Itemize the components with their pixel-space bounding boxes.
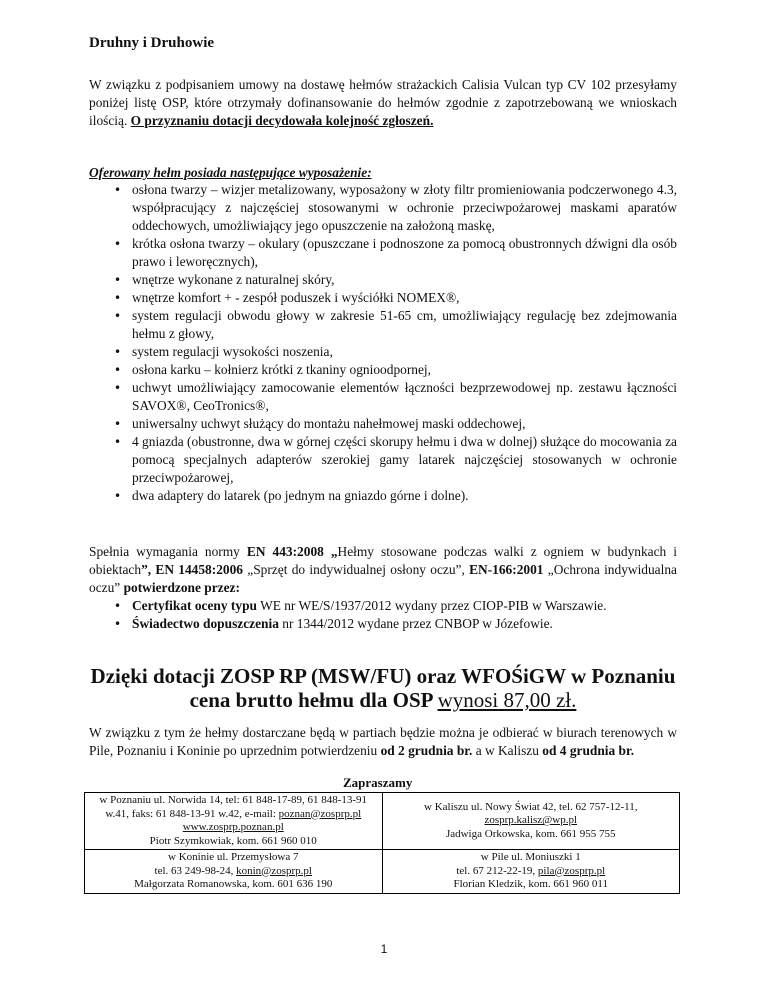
certificate-title: Certyfikat oceny typu <box>132 598 257 613</box>
pickup-paragraph <box>89 724 677 760</box>
feature-item: • dwa adaptery do latarek (po jednym na gniazdo górne i dolne). <box>89 487 677 505</box>
contact-pila <box>382 850 680 894</box>
table-row <box>85 850 680 894</box>
norms-text-3: „Sprzęt do indywidualnej osłony oczu”, <box>242 562 470 577</box>
feature-item: • osłona karku – kołnierz krótki z tkaniny ognioodpornej, <box>89 361 677 379</box>
feature-item: • wnętrze komfort + - zespół poduszek i wyściółki NOMEX®, <box>89 289 677 307</box>
contact-address: w Pile ul. Moniuszki 1 <box>480 851 581 863</box>
contact-email-link[interactable]: konin@zosprp.pl <box>236 864 312 877</box>
certificate-title: Świadectwo dopuszczenia <box>132 616 279 631</box>
certificates-list <box>89 597 677 633</box>
headline-text: cena brutto hełmu dla OSP <box>189 688 438 712</box>
norms-text-2: Hełmy stosowane podczas walki z ogniem w budynkach i obiektach <box>89 544 677 577</box>
feature-item: • wnętrze wykonane z naturalnej skóry, <box>89 271 677 289</box>
pickup-date-1: od 2 grudnia br. <box>380 743 473 758</box>
contact-address: w Kaliszu ul. Nowy Świat 42, tel. 62 757-12-11, <box>424 800 638 813</box>
contact-phone-line <box>88 808 379 822</box>
certificate-detail: nr 1344/2012 wydane przez CNBOP w Józefowie. <box>278 616 553 631</box>
contact-website-link[interactable]: www.zosprp.poznan.pl <box>182 821 284 833</box>
contact-phone-line <box>88 865 379 879</box>
contact-konin <box>85 850 383 894</box>
contact-phone: tel. 63 249-98-24, <box>154 864 237 877</box>
contact-phone: w.41, faks: 61 848-13-91 w.42, e-mail: <box>105 807 279 820</box>
feature-item: • 4 gniazda (obustronne, dwa w górnej części skorupy hełmu i dwa w dolnej) służące do mocowania za pomocą specjalnych adapterów szerokiej gamy latarek najczęściej stosowanych w ochronie przeciwpożarowej, <box>89 433 677 487</box>
intro-emphasis: O przyznaniu dotacji decydowała kolejność zgłoszeń. <box>130 113 434 128</box>
contact-address: w Koninie ul. Przemysłowa 7 <box>168 851 299 863</box>
norm-en166: EN-166:2001 <box>469 562 544 577</box>
contact-email-link[interactable]: poznan@zosprp.pl <box>278 807 362 820</box>
norms-confirmed: potwierdzone przez: <box>123 580 240 595</box>
contact-poznan <box>85 793 383 850</box>
price-headline <box>89 664 677 712</box>
certificate-item <box>89 597 677 615</box>
norm-en14458: ”, EN 14458:2006 <box>141 562 243 577</box>
headline-price: wynosi 87,00 zł. <box>437 688 577 712</box>
contact-person: Florian Kledzik, kom. 661 960 011 <box>453 878 608 890</box>
contact-person: Piotr Szymkowiak, kom. 661 960 010 <box>149 834 317 847</box>
table-row <box>85 793 680 850</box>
pickup-text-1: W związku z tym że hełmy dostarczane będą w partiach będzie można je odbierać w biurach terenowych w Pile, Poznaniu i Koninie po uprzednim potwierdzeniu <box>89 725 677 758</box>
contact-phone: tel. 67 212-22-19, <box>456 864 538 877</box>
intro-paragraph <box>89 76 677 130</box>
features-list <box>89 181 677 505</box>
greeting-heading: Druhny i Druhowie <box>89 35 215 51</box>
feature-item: • krótka osłona twarzy – okulary (opuszczane i podnoszone za pomocą obustronnych dźwigni dla osób prawo i leworęcznych), <box>89 235 677 271</box>
welcome-text: Zapraszamy <box>343 775 413 790</box>
feature-item: • uniwersalny uchwyt służący do montażu nahełmowej maski oddechowej, <box>89 415 677 433</box>
contact-email-link[interactable]: pila@zosprp.pl <box>537 864 606 877</box>
headline-line-2 <box>89 688 677 712</box>
pickup-date-2: od 4 grudnia br. <box>542 743 635 758</box>
norm-en443: EN 443:2008 „ <box>246 544 338 559</box>
contact-phone-line <box>386 865 677 879</box>
contacts-table <box>84 792 680 894</box>
page-number: 1 <box>380 942 388 956</box>
contact-email-link[interactable]: zosprp.kalisz@wp.pl <box>484 814 578 827</box>
norms-text-1: Spełnia wymagania normy <box>89 544 247 559</box>
headline-line-1: Dzięki dotacji ZOSP RP (MSW/FU) oraz WFOŚiGW w Poznaniu <box>90 664 676 688</box>
contact-address: w Poznaniu ul. Norwida 14, tel: 61 848-17-89, 61 848-13-91 <box>99 794 368 806</box>
norms-paragraph <box>89 543 677 597</box>
feature-item: • uchwyt umożliwiający zamocowanie elementów łączności bezprzewodowej np. zestawu łączności SAVOX®, CeoTronics®, <box>89 379 677 415</box>
feature-item: • osłona twarzy – wizjer metalizowany, wyposażony w złoty filtr promieniowania podczerwonego 4.3, współpracujący z najczęściej stosowanymi w ochronie przeciwpożarowej maskami aparatów oddechowych, umożliwiający jego opuszczenie na założoną maskę, <box>89 181 677 235</box>
pickup-text-2: a w Kaliszu <box>472 743 543 758</box>
feature-item: • system regulacji obwodu głowy w zakresie 51-65 cm, umożliwiający regulację bez zdejmowania hełmu z głowy, <box>89 307 677 343</box>
norms-text-4: „Ochrona indywidualna oczu” <box>89 562 677 595</box>
contact-person: Jadwiga Orkowska, kom. 661 955 755 <box>445 827 616 840</box>
intro-text: W związku z podpisaniem umowy na dostawę hełmów strażackich Calisia Vulcan typ CV 102 przesyłamy poniżej listę OSP, które otrzymały dofinansowanie do hełmów zgodnie z zapotrzebowaną we wnioskach ilością. <box>89 77 677 128</box>
contact-person: Małgorzata Romanowska, kom. 601 636 190 <box>134 878 333 890</box>
features-heading: Oferowany hełm posiada następujące wyposażenie: <box>89 165 372 180</box>
certificate-detail: WE nr WE/S/1937/2012 wydany przez CIOP-PIB w Warszawie. <box>256 598 607 613</box>
contact-kalisz <box>382 793 680 850</box>
feature-item: • system regulacji wysokości noszenia, <box>89 343 677 361</box>
certificate-item <box>89 615 677 633</box>
